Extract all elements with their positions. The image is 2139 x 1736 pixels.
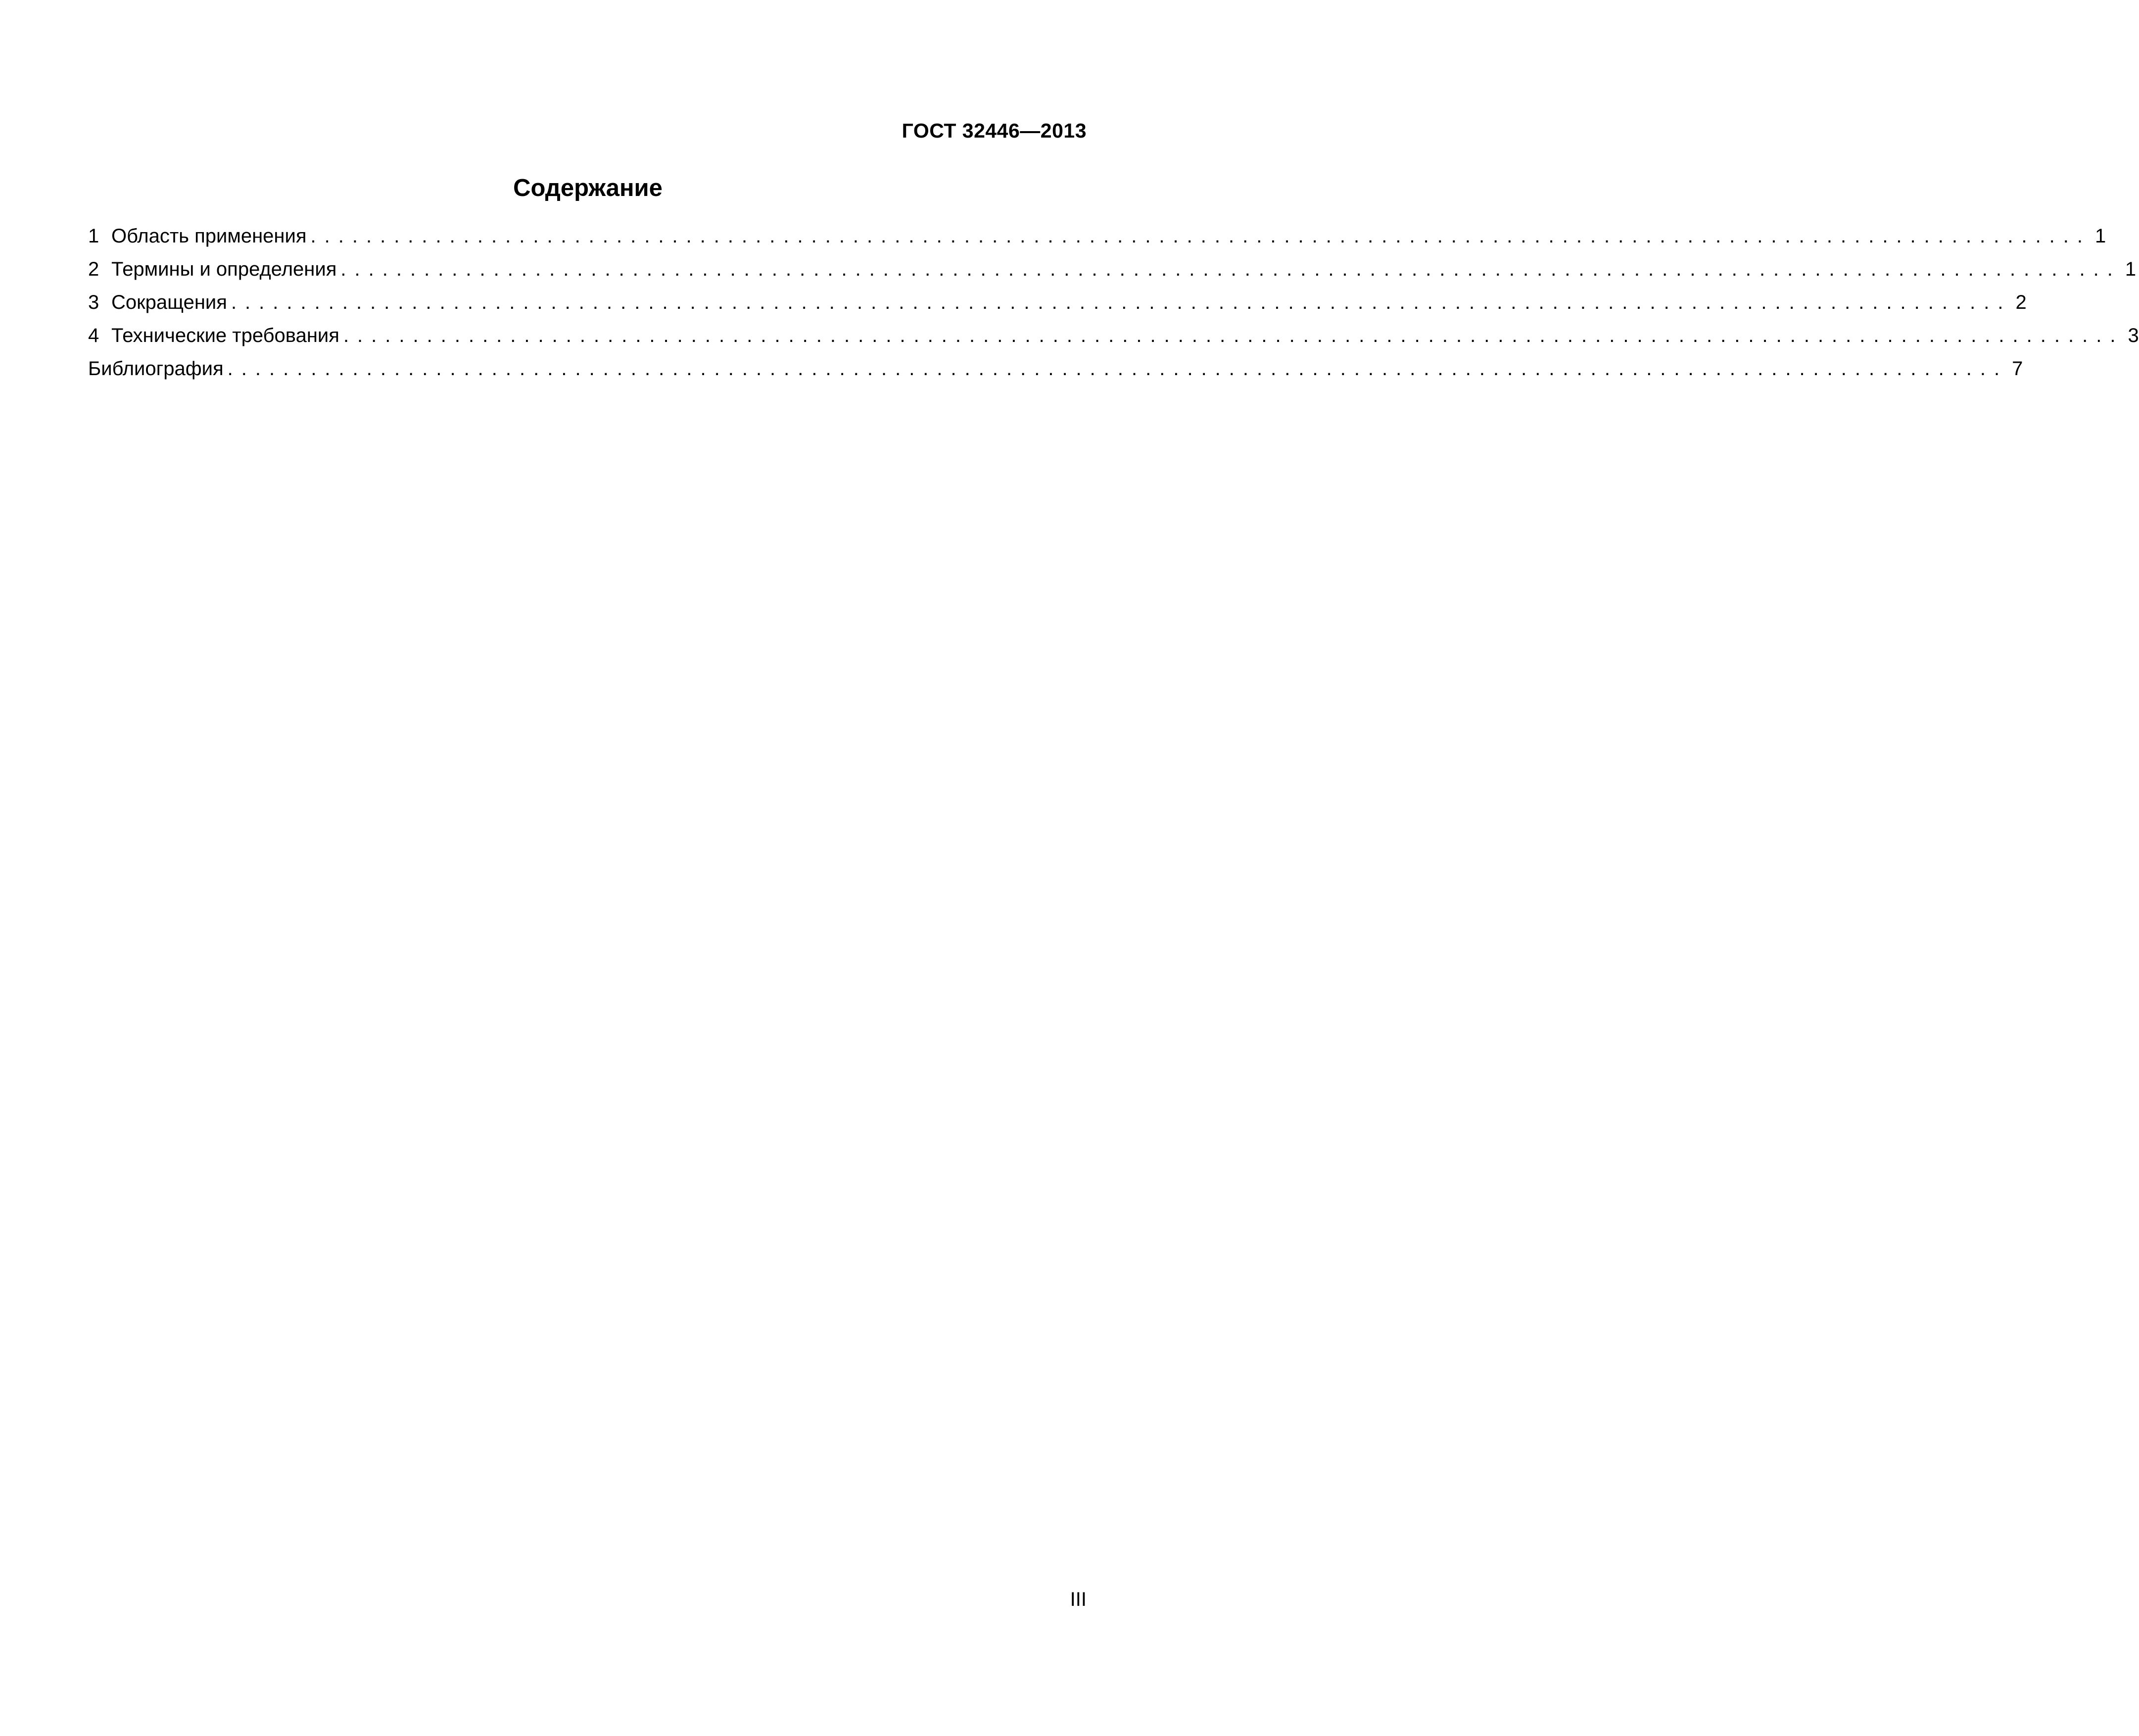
toc-title: Содержание [513,175,663,201]
toc-entry-label: Технические требования [111,325,339,346]
toc-dot-leader: ................................................................................................................................ [227,358,2008,380]
document-code: ГОСТ 32446—2013 [902,119,1087,142]
toc-entry-page: 3 [2128,325,2139,346]
table-of-contents [88,225,2139,392]
toc-entry[interactable] [88,325,2139,359]
toc-dot-leader: ................................................................................................................................ [310,225,2091,247]
toc-entry-number: 1 [88,225,99,247]
toc-entry-number: 2 [88,258,99,280]
toc-entry-label: Область применения [111,225,307,247]
toc-entry-page: 1 [2125,258,2137,280]
toc-entry-label: Термины и определения [111,258,337,280]
toc-entry-number: 3 [88,291,99,313]
toc-dot-leader: ................................................................................................................................ [340,258,2121,280]
toc-dot-leader: ................................................................................................................................ [231,291,2012,313]
toc-entry[interactable] [88,358,2023,392]
toc-entry-number: 4 [88,325,99,346]
toc-entry-label: Библиография [88,358,224,380]
toc-entry[interactable] [88,225,2106,259]
toc-entry[interactable] [88,258,2137,292]
toc-entry-page: 2 [2015,291,2027,313]
page-number: III [1070,1589,1087,1610]
toc-dot-leader: ................................................................................................................................ [343,325,2124,346]
toc-entry-label: Сокращения [111,291,227,313]
toc-entry-page: 7 [2012,358,2023,380]
toc-entry[interactable] [88,291,2027,326]
toc-entry-page: 1 [2095,225,2106,247]
